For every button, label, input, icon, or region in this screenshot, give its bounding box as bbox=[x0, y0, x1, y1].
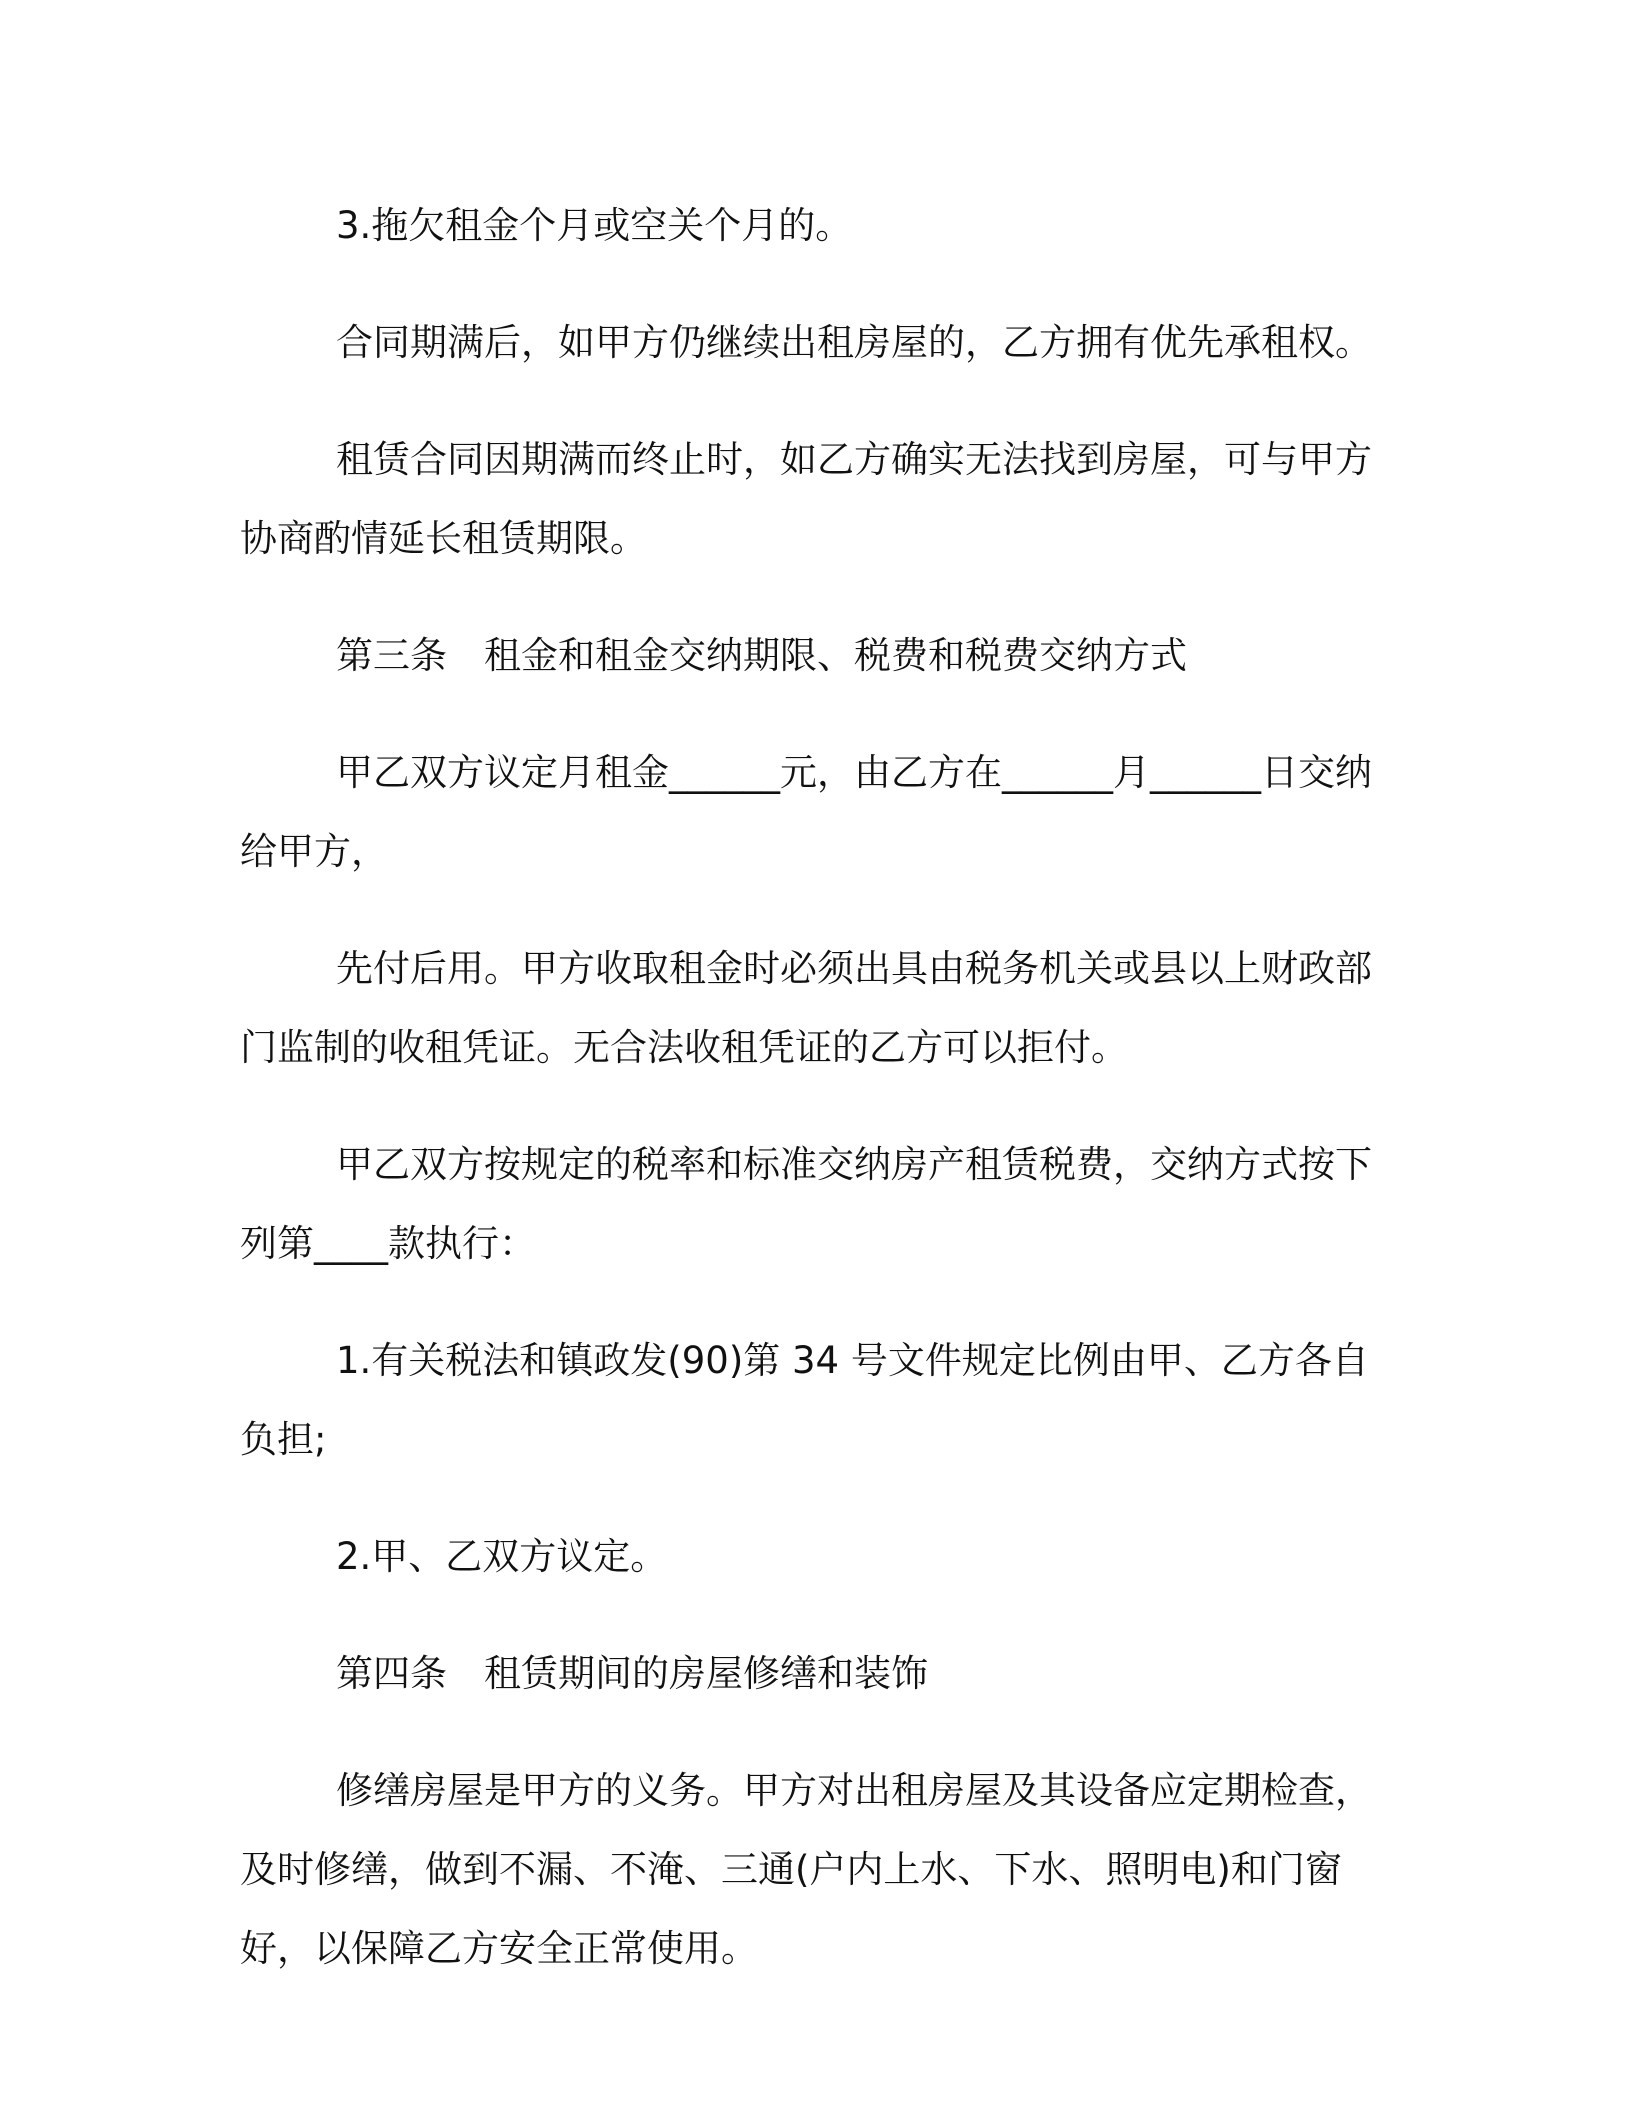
document-body bbox=[240, 186, 1400, 2026]
paragraph-monthly-rent: 甲乙双方议定月租金______元，由乙方在______月______日交纳给甲方， bbox=[240, 751, 1372, 873]
list-item-tax-option-1: 1.有关税法和镇政发(90)第 34 号文件规定比例由甲、乙方各自负担; bbox=[240, 1339, 1369, 1461]
paragraph-priority-lease: 合同期满后，如甲方仍继续出租房屋的，乙方拥有优先承租权。 bbox=[336, 321, 1372, 364]
paragraph-extend-lease: 租赁合同因期满而终止时，如乙方确实无法找到房屋，可与甲方协商酌情延长租赁期限。 bbox=[240, 438, 1372, 560]
list-item-tax-option-2: 2.甲、乙双方议定。 bbox=[336, 1535, 668, 1578]
paragraph-tax-payment: 甲乙双方按规定的税率和标准交纳房产租赁税费，交纳方式按下列第____款执行： bbox=[240, 1143, 1372, 1265]
paragraph-overdue-rent: 3.拖欠租金个月或空关个月的。 bbox=[336, 204, 853, 247]
paragraph-rent-receipt: 先付后用。甲方收取租金时必须出具由税务机关或县以上财政部门监制的收租凭证。无合法收租凭证的乙方可以拒付。 bbox=[240, 947, 1372, 1069]
paragraph-repair-duty: 修缮房屋是甲方的义务。甲方对出租房屋及其设备应定期检查，及时修缮，做到不漏、不淹、三通(户内上水、下水、照明电)和门窗好，以保障乙方安全正常使用。 bbox=[240, 1769, 1372, 1970]
heading-article-4: 第四条 租赁期间的房屋修缮和装饰 bbox=[336, 1652, 928, 1695]
heading-article-3: 第三条 租金和租金交纳期限、税费和税费交纳方式 bbox=[336, 634, 1187, 677]
